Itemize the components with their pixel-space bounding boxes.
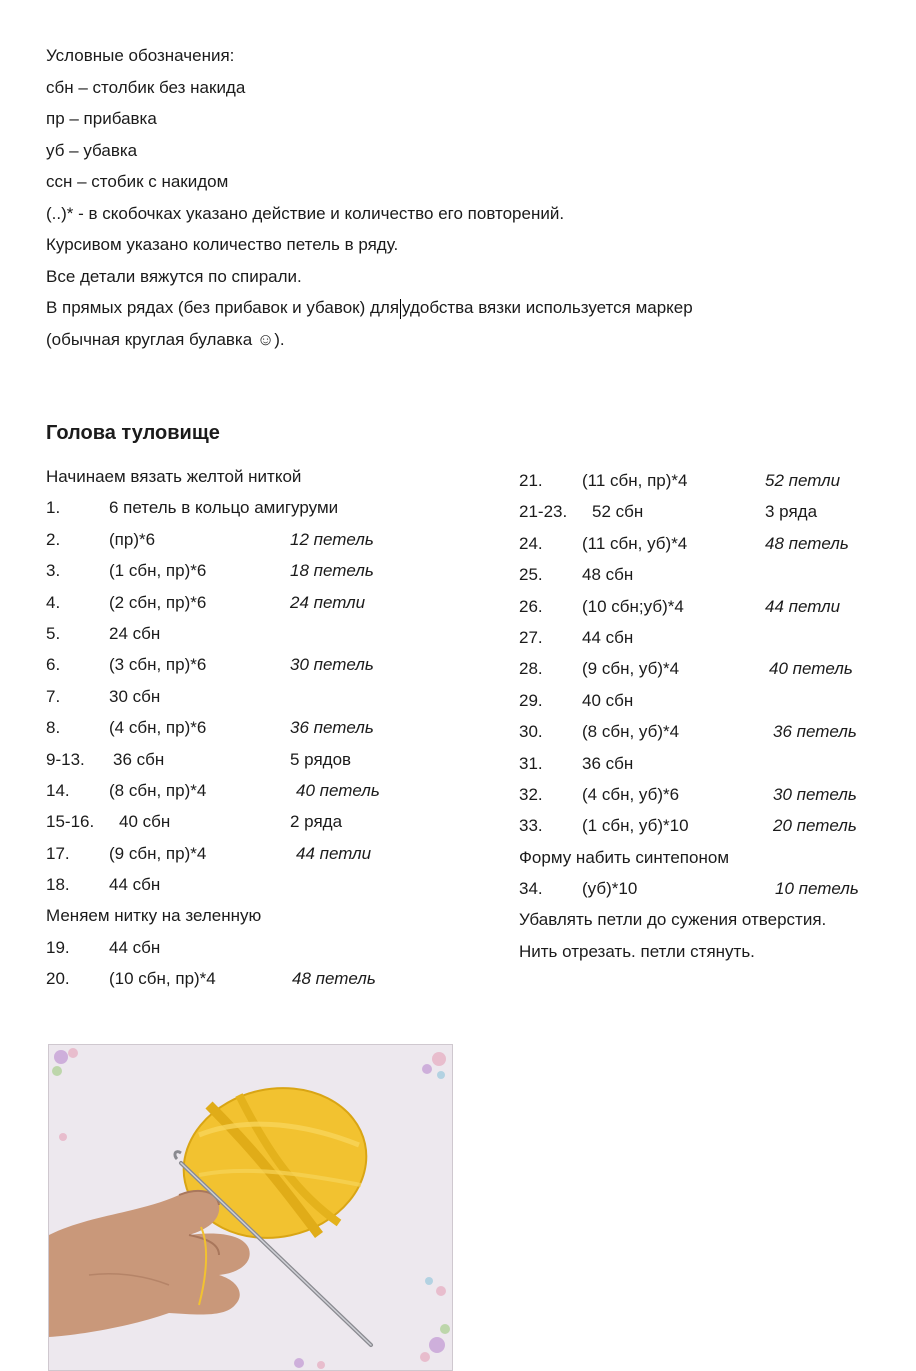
pattern-row bbox=[46, 618, 486, 649]
final-note bbox=[519, 904, 899, 935]
row-count: 36 петель bbox=[290, 718, 374, 738]
legend-marker-line-2: (обычная круглая булавка ☺). bbox=[46, 329, 285, 349]
intro-note bbox=[46, 461, 486, 492]
row-step: (9 сбн, уб)*4 bbox=[582, 659, 680, 679]
legend-line: (..)* - в скобочках указано действие и количество его повторений. bbox=[46, 203, 565, 223]
pattern-row bbox=[519, 622, 899, 653]
legend-heading: Условные обозначения: bbox=[46, 46, 235, 65]
text-cursor bbox=[400, 299, 401, 319]
row-number: 15-16. bbox=[46, 812, 95, 832]
pattern-row bbox=[46, 555, 486, 586]
row-count: 48 петель bbox=[292, 969, 376, 989]
pattern-row bbox=[519, 591, 899, 622]
row-step: 40 сбн bbox=[582, 690, 634, 710]
row-step: (9 сбн, пр)*4 bbox=[109, 843, 207, 863]
row-step: 40 сбн bbox=[119, 812, 171, 832]
row-step: 30 сбн bbox=[109, 686, 161, 706]
row-step: 44 сбн bbox=[109, 875, 161, 895]
row-number: 17. bbox=[46, 843, 70, 863]
row-number: 30. bbox=[519, 722, 543, 742]
pattern-row bbox=[46, 681, 486, 712]
pattern-row bbox=[46, 963, 486, 994]
row-number: 18. bbox=[46, 875, 70, 895]
row-step: (1 сбн, уб)*10 bbox=[582, 816, 689, 836]
intro-text: Начинаем вязать желтой ниткой bbox=[46, 467, 302, 486]
pattern-row bbox=[46, 492, 486, 523]
row-step: (3 сбн, пр)*6 bbox=[109, 655, 207, 675]
legend-line: уб – убавка bbox=[46, 140, 138, 160]
row-number: 21. bbox=[519, 471, 543, 490]
row-step: 48 сбн bbox=[582, 565, 634, 585]
pattern-row bbox=[46, 587, 486, 618]
row-step: 24 сбн bbox=[109, 623, 161, 643]
row-step: (11 сбн, пр)*4 bbox=[582, 471, 688, 490]
row-step: (1 сбн, пр)*6 bbox=[109, 561, 207, 581]
row-count: 18 петель bbox=[290, 561, 374, 581]
row-step: (пр)*6 bbox=[109, 529, 156, 549]
stuffing-note bbox=[519, 842, 899, 873]
pattern-row bbox=[46, 806, 486, 837]
row-step: (8 сбн, пр)*4 bbox=[109, 780, 207, 800]
row-number: 25. bbox=[519, 565, 543, 585]
pattern-row bbox=[519, 810, 899, 841]
pattern-row bbox=[46, 744, 486, 775]
row-number: 33. bbox=[519, 816, 543, 836]
row-number: 14. bbox=[46, 780, 70, 800]
row-count: 40 петель bbox=[769, 659, 853, 679]
row-number: 28. bbox=[519, 659, 543, 679]
row-number: 34. bbox=[519, 879, 543, 899]
row-number: 31. bbox=[519, 753, 543, 773]
row-step: 44 сбн bbox=[109, 937, 161, 957]
row-step: 52 сбн bbox=[592, 502, 644, 522]
row-step: (11 сбн, уб)*4 bbox=[582, 533, 688, 553]
legend-line: пр – прибавка bbox=[46, 109, 157, 128]
row-count: 44 петли bbox=[765, 596, 841, 616]
row-step: (уб)*10 bbox=[582, 879, 638, 899]
final-note-text: Убавлять петли до сужения отверстия. bbox=[519, 910, 827, 930]
legend-marker-line bbox=[46, 292, 886, 324]
final-note-text: Нить отрезать. петли стянуть. bbox=[519, 941, 755, 961]
row-count: 5 рядов bbox=[290, 749, 352, 769]
pattern-row bbox=[519, 779, 899, 810]
pattern-row bbox=[46, 932, 486, 963]
marker-text-before: В прямых рядах (без прибавок и убавок) для bbox=[46, 298, 400, 317]
row-number: 27. bbox=[519, 627, 543, 647]
marker-text-after: удобства вязки используется маркер bbox=[402, 298, 693, 317]
pattern-row bbox=[46, 838, 486, 869]
yarn-photo-illustration bbox=[49, 1045, 452, 1370]
row-number: 21-23. bbox=[519, 502, 568, 522]
row-count: 30 петель bbox=[290, 655, 374, 675]
row-step: (10 сбн, пр)*4 bbox=[109, 969, 216, 989]
pattern-row bbox=[519, 496, 899, 527]
pattern-row bbox=[519, 559, 899, 590]
section-title: Голова туловище bbox=[46, 422, 220, 444]
row-step: 36 сбн bbox=[582, 753, 634, 773]
pattern-row bbox=[519, 685, 899, 716]
row-count: 30 петель bbox=[773, 784, 857, 804]
row-step: 44 сбн bbox=[582, 627, 634, 647]
row-number: 2. bbox=[46, 529, 61, 549]
row-number: 24. bbox=[519, 533, 543, 553]
row-number: 1. bbox=[46, 498, 61, 518]
pattern-row bbox=[519, 748, 899, 779]
pattern-row bbox=[519, 653, 899, 684]
pattern-row bbox=[46, 524, 486, 555]
row-number: 8. bbox=[46, 718, 61, 738]
pattern-row bbox=[519, 465, 899, 496]
pattern-row bbox=[46, 869, 486, 900]
row-number: 32. bbox=[519, 784, 543, 804]
row-number: 4. bbox=[46, 592, 61, 612]
row-step: (10 сбн;уб)*4 bbox=[582, 596, 684, 616]
row-count: 3 ряда bbox=[765, 502, 818, 522]
row-count: 40 петель bbox=[296, 780, 380, 800]
row-number: 9-13. bbox=[46, 749, 85, 769]
right-column bbox=[519, 465, 899, 967]
final-note bbox=[519, 936, 899, 967]
row-count: 10 петель bbox=[775, 879, 859, 899]
pattern-row bbox=[519, 873, 899, 904]
row-count: 36 петель bbox=[773, 722, 857, 742]
row-count: 48 петель bbox=[765, 533, 849, 553]
row-count: 44 петли bbox=[296, 843, 372, 863]
legend-line: Курсивом указано количество петель в ряду. bbox=[46, 235, 399, 254]
row-number: 6. bbox=[46, 655, 61, 675]
row-number: 3. bbox=[46, 561, 61, 581]
row-count: 2 ряда bbox=[290, 812, 343, 832]
stuffing-text: Форму набить синтепоном bbox=[519, 847, 730, 867]
row-number: 26. bbox=[519, 596, 543, 616]
row-number: 7. bbox=[46, 686, 61, 706]
left-column bbox=[46, 461, 486, 995]
pattern-row bbox=[46, 649, 486, 680]
row-step: 6 петель в кольцо амигуруми bbox=[109, 498, 339, 518]
row-step: (8 сбн, уб)*4 bbox=[582, 722, 680, 742]
pattern-row bbox=[46, 775, 486, 806]
legend-line: ссн – стобик с накидом bbox=[46, 172, 229, 191]
row-number: 20. bbox=[46, 969, 70, 989]
change-yarn-text: Меняем нитку на зеленную bbox=[46, 906, 262, 926]
row-step: 36 сбн bbox=[113, 749, 165, 769]
row-count: 52 петли bbox=[765, 471, 841, 490]
pattern-row bbox=[519, 528, 899, 559]
row-count: 20 петель bbox=[773, 816, 857, 836]
row-step: (4 сбн, пр)*6 bbox=[109, 718, 207, 738]
yarn-photo bbox=[48, 1044, 453, 1371]
legend bbox=[46, 40, 886, 355]
legend-line: Все детали вяжутся по спирали. bbox=[46, 266, 302, 286]
row-count: 24 петли bbox=[290, 592, 366, 612]
legend-line: сбн – столбик без накида bbox=[46, 77, 246, 97]
row-count: 12 петель bbox=[290, 529, 374, 549]
change-yarn-note bbox=[46, 900, 486, 931]
row-number: 5. bbox=[46, 623, 61, 643]
row-number: 29. bbox=[519, 690, 543, 710]
row-number: 19. bbox=[46, 937, 70, 957]
row-step: (2 сбн, пр)*6 bbox=[109, 592, 207, 612]
pattern-row bbox=[519, 716, 899, 747]
row-step: (4 сбн, уб)*6 bbox=[582, 784, 680, 804]
pattern-row bbox=[46, 712, 486, 743]
